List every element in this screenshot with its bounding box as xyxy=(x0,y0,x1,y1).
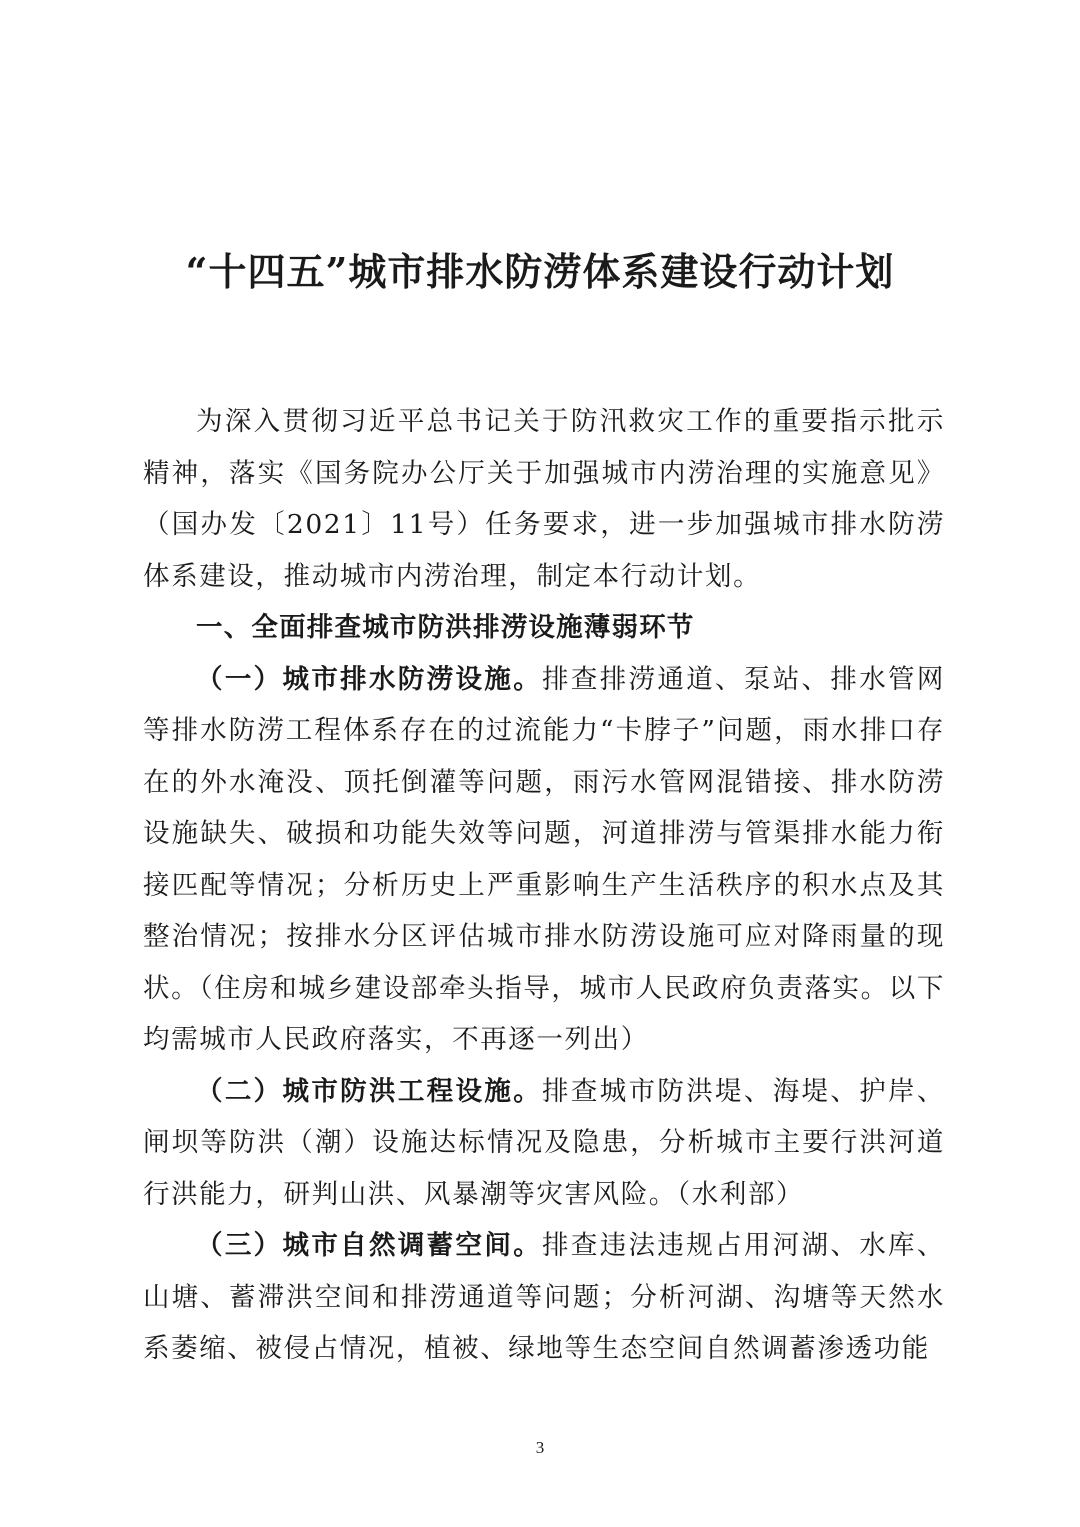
page-number: 3 xyxy=(535,1438,545,1457)
section-heading: 一、全面排查城市防洪排涝设施薄弱环节 xyxy=(196,612,695,643)
subsection-lead-1: （一）城市排水防涝设施。 xyxy=(196,663,543,695)
subsection-lead-2: （二）城市防洪工程设施。 xyxy=(196,1075,543,1107)
document-body xyxy=(143,396,945,1375)
intro-paragraph xyxy=(143,396,945,602)
subsection-text-3: 排查违法违规占用河湖、水库、山塘、蓄滞洪空间和排涝通道等问题；分析河湖、沟塘等天然水系萎缩、被侵占情况，植被、绿地等生态空间自然调蓄渗透功能 xyxy=(143,1230,945,1364)
subsection-text-1: 排查排涝通道、泵站、排水管网等排水防涝工程体系存在的过流能力“卡脖子”问题，雨水排口存在的外水淹没、顶托倒灌等问题，雨污水管网混错接、排水防涝设施缺失、破损和功能失效等问题，河道排涝与管渠排水能力衔接匹配等情况；分析历史上严重影响生产生活秩序的积水点及其整治情况；按排水分区评估城市排水防涝设施可应对降雨量的现状。（住房和城乡建设部牵头指导，城市人民政府负责落实。以下均需城市人民政府落实，不再逐一列出） xyxy=(143,663,945,1055)
intro-paragraph-text: 为深入贯彻习近平总书记关于防汛救灾工作的重要指示批示精神，落实《国务院办公厅关于加强城市内涝治理的实施意见》（国办发〔2021〕11号）任务要求，进一步加强城市排水防涝体系建设，推动城市内涝治理，制定本行动计划。 xyxy=(143,406,945,592)
subsection-paragraph-3 xyxy=(143,1220,945,1375)
subsection-lead-3: （三）城市自然调蓄空间。 xyxy=(196,1230,543,1261)
page-title: “十四五”城市排水防涝体系建设行动计划 xyxy=(185,249,895,294)
subsection-paragraph-2 xyxy=(143,1066,945,1221)
subsection-text-2: 排查城市防洪堤、海堤、护岸、闸坝等防洪（潮）设施达标情况及隐患，分析城市主要行洪河道行洪能力，研判山洪、风暴潮等灾害风险。（水利部） xyxy=(143,1075,945,1210)
subsection-paragraph-1 xyxy=(143,654,945,1066)
